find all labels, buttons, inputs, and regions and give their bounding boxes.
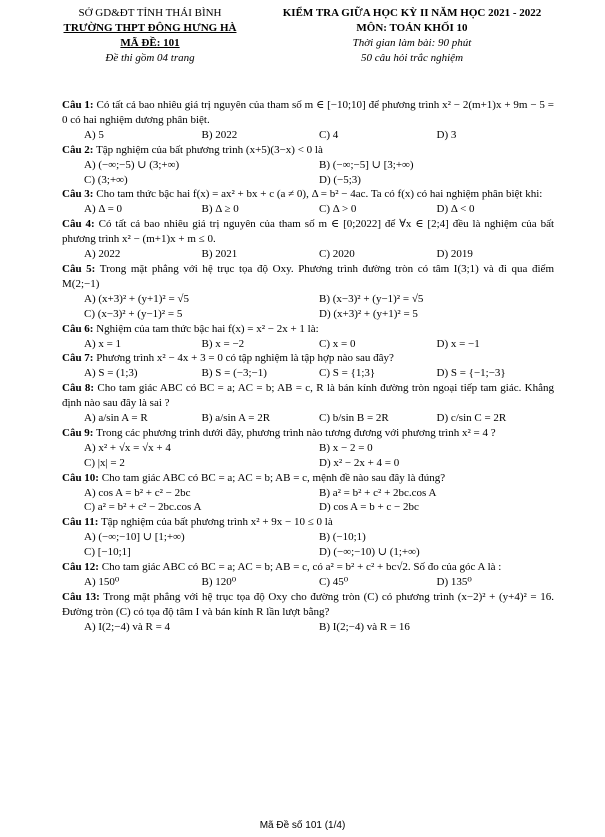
- exam-header: [0, 6, 605, 106]
- answer-options: [62, 158, 554, 188]
- question-item: [62, 560, 554, 590]
- answer-option-b: B) 2022: [201, 128, 238, 141]
- answer-option-a: A) (x+3)² + (y+1)² = √5: [84, 292, 189, 305]
- question-body: Cho tam giác ABC có BC = a; AC = b; AB = c, có a² = b² + c² + bc√2. Số đo của góc A là :: [101, 561, 502, 574]
- question-label: Câu 5:: [62, 262, 96, 275]
- question-text: [62, 262, 554, 292]
- answer-option-b: B) I(2;−4) và R = 16: [319, 620, 410, 633]
- question-item: [62, 471, 554, 516]
- question-body: Trong mặt phẳng với hệ trục tọa độ Oxy. Phương trình đường tròn có tâm I(3;1) và đi qua điểm M(2;−1): [62, 262, 555, 290]
- answer-options: [62, 247, 554, 262]
- answer-option-a: A) x = 1: [84, 337, 122, 350]
- question-item: [62, 381, 554, 426]
- answer-option-c: C) 45⁰: [319, 576, 349, 588]
- question-text: [62, 515, 554, 530]
- question-text: [62, 590, 554, 620]
- page-count: Đề thi gồm 04 trang: [105, 52, 195, 64]
- question-label: Câu 8:: [62, 382, 95, 395]
- question-text: [62, 381, 554, 411]
- answer-options: [62, 486, 554, 516]
- question-label: Câu 10:: [62, 471, 99, 484]
- answer-option-b: B) (x−3)² + (y−1)² = √5: [319, 292, 424, 305]
- question-item: [62, 426, 554, 471]
- answer-options: [62, 620, 554, 635]
- question-body: Nghiệm của tam thức bậc hai f(x) = x² − 2x + 1 là:: [96, 322, 319, 335]
- school-name: TRƯỜNG THPT ĐÔNG HƯNG HÀ: [63, 22, 237, 34]
- department-name: SỞ GD&ĐT TỈNH THÁI BÌNH: [78, 7, 222, 19]
- question-text: [62, 187, 554, 202]
- answer-options: [62, 441, 554, 471]
- answer-option-c: C) (x−3)² + (y−1)² = 5: [84, 307, 183, 320]
- question-label: Câu 2:: [62, 143, 94, 156]
- question-body: Phương trình x² − 4x + 3 = 0 có tập nghiệm là tập hợp nào sau đây?: [96, 352, 394, 365]
- question-label: Câu 3:: [62, 188, 94, 201]
- answer-option-b: B) S = (−3;−1): [201, 367, 267, 380]
- answer-option-a: A) S = (1;3): [84, 367, 138, 380]
- question-text: [62, 143, 554, 158]
- answer-option-a: A) I(2;−4) và R = 4: [84, 620, 171, 633]
- answer-option-c: C) a² = b² + c² − 2bc.cos A: [84, 501, 202, 514]
- answer-option-a: A) (−∞;−5) ∪ (3;+∞): [84, 158, 180, 171]
- answer-option-d: D) (x+3)² + (y+1)² = 5: [319, 307, 418, 320]
- question-text: [62, 217, 554, 247]
- answer-option-a: A) cos A = b² + c² − 2bc: [84, 486, 191, 499]
- answer-option-b: B) x = −2: [201, 337, 245, 350]
- page-footer: Mã Đề số 101 (1/4): [259, 820, 346, 831]
- question-text: [62, 322, 554, 337]
- question-item: [62, 187, 554, 217]
- answer-option-d: D) 2019: [436, 248, 473, 261]
- answer-option-d: D) S = {−1;−3}: [436, 367, 506, 380]
- answer-option-a: A) 5: [84, 128, 104, 141]
- answer-option-d: D) cos A = b + c − 2bc: [319, 501, 419, 514]
- question-item: [62, 351, 554, 381]
- answer-option-d: D) (−5;3): [319, 173, 361, 186]
- exam-code: MÃ ĐỀ: 101: [120, 37, 180, 49]
- question-label: Câu 6:: [62, 322, 94, 335]
- answer-options: [62, 575, 554, 590]
- question-label: Câu 4:: [62, 218, 95, 231]
- question-count: 50 câu hỏi trắc nghiệm: [360, 52, 464, 64]
- answer-option-d: D) c/sin C = 2R: [436, 412, 507, 425]
- answer-option-a: A) a/sin A = R: [84, 412, 148, 425]
- question-item: [62, 590, 554, 635]
- question-item: [62, 143, 554, 188]
- question-item: [62, 217, 554, 262]
- answer-option-d: D) 135⁰: [436, 576, 472, 588]
- question-label: Câu 11:: [62, 516, 99, 529]
- question-item: [62, 515, 554, 560]
- question-label: Câu 12:: [62, 561, 99, 574]
- question-text: [62, 471, 554, 486]
- question-body: Có tất cả bao nhiêu giá trị nguyên của tham số m ∈ [−10;10] để phương trình x² − 2(m+1)x + 9m − 5 = 0 có hai nghiệm dương phân biệt.: [62, 99, 554, 126]
- question-body: Có tất cả bao nhiêu giá trị nguyên của tham số m ∈ [0;2022] để ∀x ∈ [2;4] đều là nghiệm của bất phương trình x² − (m+1)x + m ≤ 0.: [62, 218, 555, 246]
- exam-title: KIỂM TRA GIỮA HỌC KỲ II NĂM HỌC 2021 - 2022: [282, 7, 542, 19]
- answer-options: [62, 128, 554, 143]
- question-label: Câu 1:: [62, 99, 94, 111]
- question-body: Cho tam thức bậc hai f(x) = ax² + bx + c (a ≠ 0), Δ = b² − 4ac. Ta có f(x) có hai nghiệm phân biệt khi:: [96, 188, 543, 201]
- time-limit: Thời gian làm bài: 90 phút: [352, 37, 472, 49]
- answer-option-a: A) Δ = 0: [84, 203, 123, 216]
- answer-options: [62, 202, 554, 217]
- answer-option-b: B) (−10;1): [319, 531, 366, 544]
- answer-option-a: A) 2022: [84, 248, 121, 261]
- question-text: [62, 426, 554, 441]
- answer-option-a: A) x² + √x = √x + 4: [84, 441, 171, 454]
- answer-option-b: B) 2021: [201, 248, 238, 261]
- answer-option-a: A) (−∞;−10] ∪ [1;+∞): [84, 531, 185, 544]
- answer-option-c: C) (3;+∞): [84, 173, 128, 186]
- answer-option-d: D) (−∞;−10) ∪ (1;+∞): [319, 546, 420, 559]
- answer-option-b: B) (−∞;−5] ∪ [3;+∞): [319, 158, 414, 171]
- question-item: [62, 262, 554, 322]
- question-label: Câu 9:: [62, 426, 94, 439]
- answer-option-c: C) Δ > 0: [319, 203, 357, 216]
- answer-option-d: D) 3: [436, 128, 457, 141]
- question-text: [62, 560, 554, 575]
- answer-option-d: D) x = −1: [436, 337, 480, 350]
- question-body: Trong mặt phẳng với hệ trục tọa độ Oxy cho đường tròn (C) có phương trình (x−2)² + (y+4)² = 16. Đường tròn (C) có tọa độ tâm I và bán kính R lần lượt bằng?: [62, 590, 554, 618]
- answer-option-c: C) |x| = 2: [84, 456, 125, 469]
- answer-option-a: A) 150⁰: [84, 576, 120, 588]
- question-body: Cho tam giác ABC có BC = a; AC = b; AB = c, mệnh đề nào sau đây là đúng?: [101, 471, 446, 484]
- question-text: [62, 351, 554, 366]
- answer-options: [62, 292, 554, 322]
- answer-option-b: B) a² = b² + c² + 2bc.cos A: [319, 486, 437, 499]
- question-item: [62, 322, 554, 352]
- answer-options: [62, 366, 554, 381]
- question-list: [62, 98, 554, 635]
- answer-option-b: B) a/sin A = 2R: [201, 412, 271, 425]
- answer-option-c: C) b/sin B = 2R: [319, 412, 389, 425]
- answer-options: [62, 411, 554, 426]
- question-body: Cho tam giác ABC có BC = a; AC = b; AB = c, R là bán kính đường tròn ngoại tiếp tam giác. Khẳng định nào sau đây là sai ?: [62, 382, 555, 410]
- question-text: [62, 98, 554, 128]
- question-label: Câu 13:: [62, 590, 100, 603]
- subject-title: MÔN: TOÁN KHỐI 10: [356, 22, 468, 34]
- answer-option-d: D) Δ < 0: [436, 203, 475, 216]
- answer-option-b: B) x − 2 = 0: [319, 441, 373, 454]
- answer-option-c: C) S = {1;3}: [319, 367, 376, 380]
- answer-option-d: D) x² − 2x + 4 = 0: [319, 456, 400, 469]
- question-body: Tập nghiệm của bất phương trình x² + 9x − 10 ≤ 0 là: [100, 516, 333, 529]
- answer-options: [62, 530, 554, 560]
- question-body: Tập nghiệm của bất phương trình (x+5)(3−x) < 0 là: [96, 143, 323, 156]
- question-body: Trong các phương trình dưới đây, phương trình nào tương đương với phương trình x² = 4 ?: [96, 426, 496, 439]
- question-item: [62, 98, 554, 143]
- answer-options: [62, 337, 554, 352]
- answer-option-c: C) 4: [319, 128, 339, 141]
- answer-option-c: C) 2020: [319, 248, 355, 261]
- answer-option-c: C) [−10;1]: [84, 546, 131, 559]
- answer-option-b: B) Δ ≥ 0: [201, 203, 239, 216]
- answer-option-b: B) 120⁰: [201, 576, 237, 588]
- question-label: Câu 7:: [62, 352, 94, 365]
- answer-option-c: C) x = 0: [319, 337, 356, 350]
